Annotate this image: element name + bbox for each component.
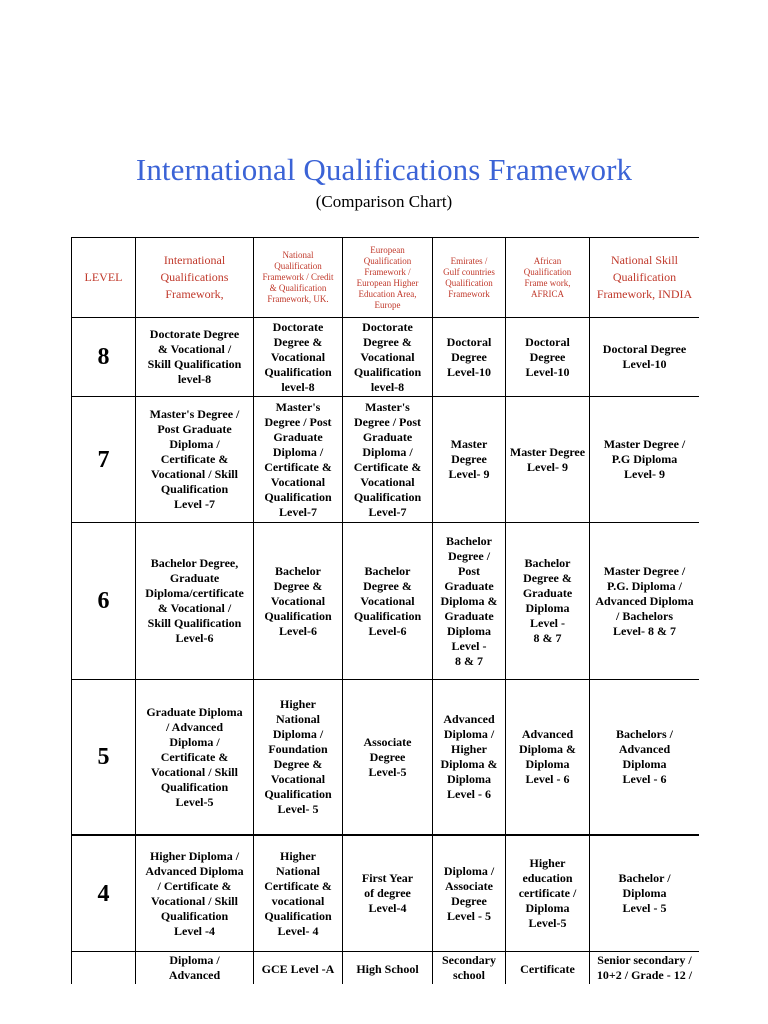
table-cell: Higher National Diploma / Foundation Degree & Vocational Qualification Level- 5	[254, 680, 343, 836]
table-header-row	[72, 238, 700, 318]
table-cell: Master Degree / P.G. Diploma / Advanced Diploma / Bachelors Level- 8 & 7	[590, 523, 700, 680]
table-cell: Bachelor Degree & Vocational Qualification Level-6	[343, 523, 433, 680]
table-cell: Associate Degree Level-5	[343, 680, 433, 836]
table-cell: Doctoral Degree Level-10	[590, 318, 700, 397]
header-europe: European Qualification Framework / European Higher Education Area, Europe	[343, 238, 433, 318]
level-number	[72, 952, 136, 985]
table-cell: Bachelors / Advanced Diploma Level - 6	[590, 680, 700, 836]
table-cell: Higher Diploma / Advanced Diploma / Certificate & Vocational / Skill Qualification Level -4	[136, 835, 254, 952]
table-row	[72, 952, 700, 985]
table-cell: Senior secondary / 10+2 / Grade - 12 /	[590, 952, 700, 985]
table-cell: Advanced Diploma / Higher Diploma & Diploma Level - 6	[433, 680, 506, 836]
level-number: 8	[72, 318, 136, 397]
table-cell: Master Degree Level- 9	[506, 397, 590, 523]
table-cell: Certificate	[506, 952, 590, 985]
header-india: National Skill Qualification Framework, INDIA	[590, 238, 700, 318]
header-africa: African Qualification Frame work, AFRICA	[506, 238, 590, 318]
table-cell: Secondary school	[433, 952, 506, 985]
table-cell: Diploma / Associate Degree Level - 5	[433, 835, 506, 952]
table-cell: Master Degree Level- 9	[433, 397, 506, 523]
level-number: 7	[72, 397, 136, 523]
table-cell: Master's Degree / Post Graduate Diploma / Certificate & Vocational Qualification Level-7	[343, 397, 433, 523]
level-number: 6	[72, 523, 136, 680]
table-cell: GCE Level -A	[254, 952, 343, 985]
table-row	[72, 523, 700, 680]
table-cell: Doctorate Degree & Vocational Qualification level-8	[343, 318, 433, 397]
comparison-table-wrapper	[71, 237, 699, 984]
table-cell: Advanced Diploma & Diploma Level - 6	[506, 680, 590, 836]
table-cell: Doctorate Degree & Vocational / Skill Qualification level-8	[136, 318, 254, 397]
table-cell: Master Degree / P.G Diploma Level- 9	[590, 397, 700, 523]
page-subtitle: (Comparison Chart)	[315, 192, 453, 211]
table-cell: Doctorate Degree & Vocational Qualification level-8	[254, 318, 343, 397]
header-gulf: Emirates / Gulf countries Qualification Framework	[433, 238, 506, 318]
table-row	[72, 318, 700, 397]
table-cell: Doctoral Degree Level-10	[506, 318, 590, 397]
table-cell: Diploma / Advanced	[136, 952, 254, 985]
table-row	[72, 397, 700, 523]
table-cell: Higher education certificate / Diploma Level-5	[506, 835, 590, 952]
table-cell: Bachelor Degree & Graduate Diploma Level - 8 & 7	[506, 523, 590, 680]
table-row	[72, 835, 700, 952]
table-cell: Doctoral Degree Level-10	[433, 318, 506, 397]
table-cell: Bachelor Degree & Vocational Qualification Level-6	[254, 523, 343, 680]
level-number: 5	[72, 680, 136, 836]
header-uk: National Qualification Framework / Credit & Qualification Framework, UK.	[254, 238, 343, 318]
table-row	[72, 680, 700, 836]
table-cell: Bachelor / Diploma Level - 5	[590, 835, 700, 952]
table-cell: Master's Degree / Post Graduate Diploma / Certificate & Vocational Qualification Level-7	[254, 397, 343, 523]
header-international: International Qualifications Framework,	[136, 238, 254, 318]
level-number: 4	[72, 835, 136, 952]
header-level: LEVEL	[72, 238, 136, 318]
table-cell: Bachelor Degree / Post Graduate Diploma & Graduate Diploma Level - 8 & 7	[433, 523, 506, 680]
table-cell: First Year of degree Level-4	[343, 835, 433, 952]
table-cell: High School	[343, 952, 433, 985]
page-title: International Qualifications Framework	[135, 152, 633, 187]
comparison-table	[71, 237, 699, 984]
table-cell: Graduate Diploma / Advanced Diploma / Certificate & Vocational / Skill Qualification Level-5	[136, 680, 254, 836]
table-cell: Bachelor Degree, Graduate Diploma/certificate & Vocational / Skill Qualification Level-6	[136, 523, 254, 680]
table-cell: Higher National Certificate & vocational Qualification Level- 4	[254, 835, 343, 952]
table-cell: Master's Degree / Post Graduate Diploma / Certificate & Vocational / Skill Qualification Level -7	[136, 397, 254, 523]
